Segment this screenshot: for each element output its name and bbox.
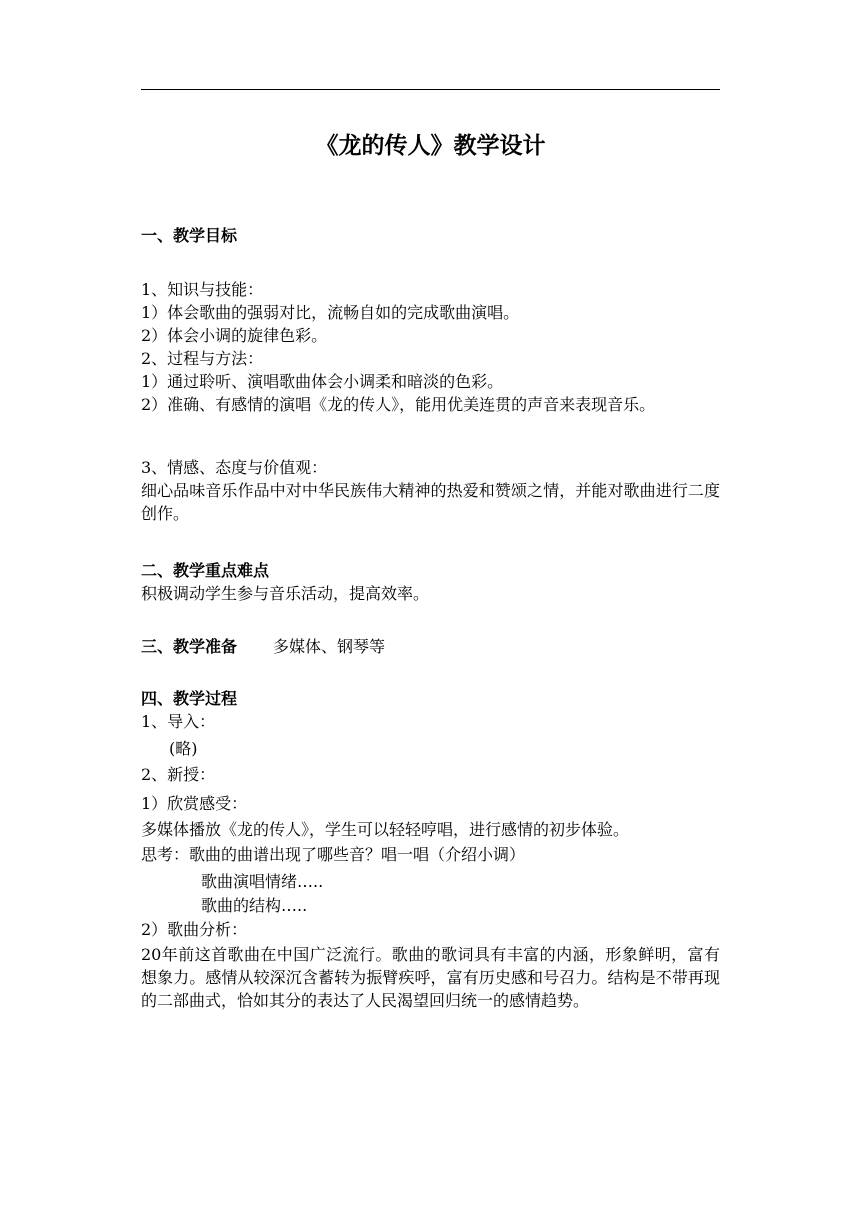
section1-item1-label: 1、知识与技能： xyxy=(141,280,264,299)
section2-heading: 二、教学重点难点 xyxy=(141,561,270,580)
section4-step1-label: 1、导入： xyxy=(141,712,216,731)
section4-heading: 四、教学过程 xyxy=(141,689,238,708)
section1-item3-text: 细心品味音乐作品中对中华民族伟大精神的热爱和赞颂之情，并能对歌曲进行二度创作。 xyxy=(141,481,720,523)
section4-think-item3: 歌曲的结构….. xyxy=(201,896,308,915)
section1-item2-sub1: 1）通过聆听、演唱歌曲体会小调柔和暗淡的色彩。 xyxy=(141,372,504,391)
section1-item2-sub2: 2）准确、有感情的演唱《龙的传人》，能用优美连贯的声音来表现音乐。 xyxy=(141,395,656,414)
section3-heading-label: 三、教学准备 xyxy=(141,637,238,656)
document-title: 《龙的传人》教学设计 xyxy=(315,133,546,159)
section4-step2-sub1-label: 1）欣赏感受： xyxy=(141,794,248,813)
section1-item3-label: 3、情感、态度与价值观： xyxy=(141,458,328,477)
section4-step1-text: (略) xyxy=(169,739,198,758)
section1-item2-label: 2、过程与方法： xyxy=(141,349,264,368)
section4-analysis-text: 20年前这首歌曲在中国广泛流行。歌曲的歌词具有丰富的内涵，形象鲜明，富有想象力。感情从较深沉含蓄转为振臂疾呼，富有历史感和号召力。结构是不带再现的二部曲式，恰如其分的表达了人民渴望回归统一的感情趋势。 xyxy=(141,945,720,1010)
section4-step2-sub2-label: 2）歌曲分析： xyxy=(141,920,248,939)
section4-think-line: 思考：歌曲的曲谱出现了哪些音？唱一唱（介绍小调） xyxy=(141,845,526,864)
section1-item1-sub1: 1）体会歌曲的强弱对比，流畅自如的完成歌曲演唱。 xyxy=(141,303,520,322)
section4-step2-sub1-text: 多媒体播放《龙的传人》，学生可以轻轻哼唱，进行感情的初步体验。 xyxy=(141,820,630,839)
section3-heading xyxy=(141,635,720,658)
section1-heading: 一、教学目标 xyxy=(141,226,238,245)
section4-step2-label: 2、新授： xyxy=(141,765,216,784)
header-rule xyxy=(141,89,720,90)
section3-text: 多媒体、钢琴等 xyxy=(273,637,386,656)
section2-text: 积极调动学生参与音乐活动，提高效率。 xyxy=(141,584,430,603)
section4-think-item2: 歌曲演唱情绪….. xyxy=(201,872,324,891)
section1-item1-sub2: 2）体会小调的旋律色彩。 xyxy=(141,326,328,345)
